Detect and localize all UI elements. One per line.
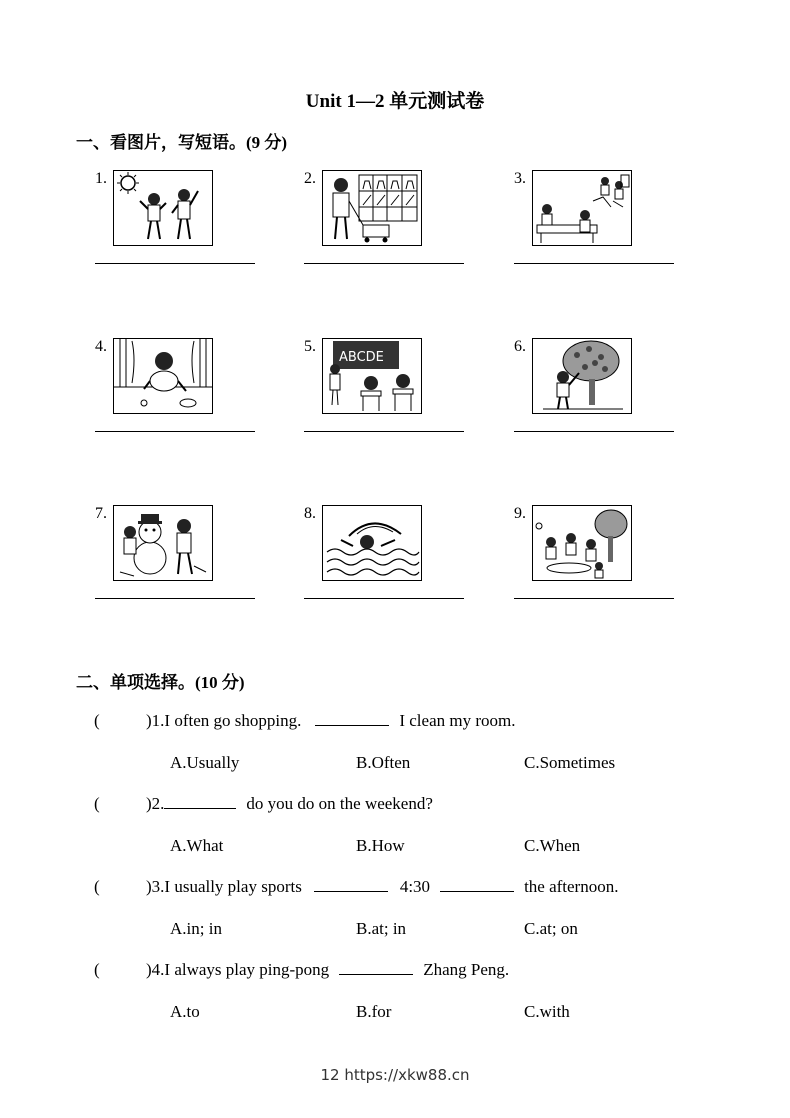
question-text: Zhang Peng. (423, 960, 510, 979)
picture-item-2 (304, 170, 504, 280)
item-number: 7. (95, 505, 107, 522)
item-number: 5. (304, 338, 316, 355)
question-text: )3.I usually play sports (146, 877, 302, 896)
picking-apples-icon (532, 338, 632, 414)
blackboard-text: ABCDE (339, 350, 384, 365)
option-a[interactable]: A.to (170, 1002, 200, 1021)
answer-blank[interactable] (339, 960, 413, 975)
shopping-icon (322, 170, 422, 246)
picture-item-5 (304, 338, 504, 448)
picture-item-1 (95, 170, 295, 280)
picture-item-3 (514, 170, 714, 280)
answer-line[interactable] (514, 431, 674, 432)
english-class-icon (322, 338, 422, 414)
answer-line[interactable] (304, 598, 464, 599)
answer-line[interactable] (304, 263, 464, 264)
page-footer: 12 https://xkw88.cn (320, 1066, 470, 1084)
snowman-icon (113, 505, 213, 581)
question-text: I clean my room. (399, 711, 516, 730)
item-number: 2. (304, 170, 316, 187)
cleaning-room-icon (113, 338, 213, 414)
question-text: )2. (146, 794, 165, 813)
section-1-heading: 一、看图片，写短语。(9 分) (76, 133, 288, 152)
option-b[interactable]: B.How (356, 836, 405, 855)
answer-line[interactable] (95, 263, 255, 264)
section-2-heading: 二、单项选择。(10 分) (76, 673, 245, 692)
swimming-icon (322, 505, 422, 581)
option-c[interactable]: C.Sometimes (524, 753, 616, 772)
sun-kids-exercise-icon (113, 170, 213, 246)
option-c[interactable]: C.at; on (524, 919, 578, 938)
question-text: do you do on the weekend? (246, 794, 433, 813)
option-b[interactable]: B.at; in (356, 919, 407, 938)
answer-line[interactable] (514, 263, 674, 264)
picture-item-4 (95, 338, 295, 448)
answer-bracket[interactable]: ( (94, 711, 100, 730)
page-title: Unit 1—2 单元测试卷 (305, 91, 485, 112)
picture-item-9 (514, 505, 714, 615)
question-text: )1.I often go shopping. (146, 711, 302, 730)
item-number: 6. (514, 338, 526, 355)
picture-item-7 (95, 505, 295, 615)
option-c[interactable]: C.When (524, 836, 581, 855)
answer-line[interactable] (95, 598, 255, 599)
answer-line[interactable] (514, 598, 674, 599)
question-text: 4:30 (399, 877, 431, 896)
answer-line[interactable] (304, 431, 464, 432)
picture-item-8 (304, 505, 504, 615)
item-number: 1. (95, 170, 107, 187)
option-b[interactable]: B.for (356, 1002, 392, 1021)
option-c[interactable]: C.with (524, 1002, 570, 1021)
answer-line[interactable] (95, 431, 255, 432)
option-a[interactable]: A.in; in (170, 919, 222, 938)
item-number: 8. (304, 505, 316, 522)
playground-icon (532, 170, 632, 246)
item-number: 3. (514, 170, 526, 187)
answer-bracket[interactable]: ( (94, 794, 100, 813)
answer-blank[interactable] (164, 794, 236, 809)
answer-bracket[interactable]: ( (94, 960, 100, 979)
item-number: 4. (95, 338, 107, 355)
question-text: )4.I always play ping-pong (146, 960, 330, 979)
option-b[interactable]: B.Often (356, 753, 411, 772)
answer-blank[interactable] (315, 711, 389, 726)
item-number: 9. (514, 505, 526, 522)
answer-blank[interactable] (440, 877, 514, 892)
option-a[interactable]: A.What (170, 836, 224, 855)
picture-item-6 (514, 338, 714, 448)
answer-bracket[interactable]: ( (94, 877, 100, 896)
answer-blank[interactable] (314, 877, 388, 892)
option-a[interactable]: A.Usually (170, 753, 240, 772)
question-text: the afternoon. (524, 877, 619, 896)
picnic-icon (532, 505, 632, 581)
